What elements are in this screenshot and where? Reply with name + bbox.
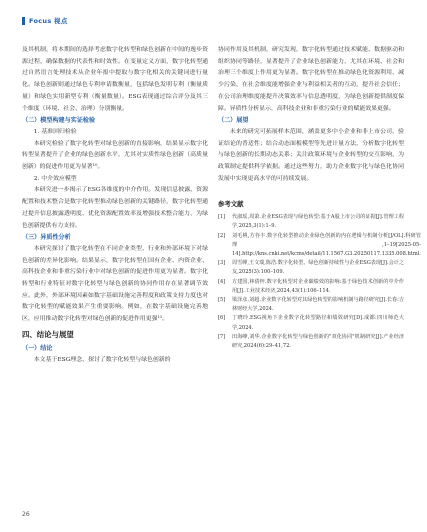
subsection-heading: （一）结论 [22, 344, 53, 352]
references-heading: 参考文献 [218, 200, 244, 209]
reference-text: 田海峰,刘华.企业数字化转型与绿色创新的"双化协同"机制研究[J].产业经济研究,2024(6):29–41,72. [232, 333, 404, 349]
body-paragraph: 本文基于ESG理念，探讨了数字化转型与绿色创新的 [33, 356, 171, 363]
reference-list [218, 213, 421, 351]
body-paragraph: 本研究探讨了数字化转型在不同企业类型、行业和外部环境下对绿色创新的差异化影响。结果显示，数字化转型在国有企业、内资企业、高科技企业和非重污染行业中对绿色创新的促进作用更为显著。数字化转型和行业特征对数字化转型与绿色创新的协同作用存在显著调节效应。此外，外部环境因素如数字基础设施完善程度和政策支持力度也对数字化转型的赋能效果产生重要影响。例如，在数字基础设施完善地区，应用推动数字化转型对绿色创新的促进作用更强¹¹。 [22, 245, 208, 323]
reference-item [218, 232, 421, 260]
reference-number: [5] [218, 296, 226, 303]
subsection-heading: （二）展望 [218, 117, 249, 125]
sub-subsection-heading: 2. 中介效应模型 [33, 175, 77, 182]
body-paragraph: 本研究进一步揭示了ESG各维度的中介作用。发现信息披露、资源配置和技术整合是数字化转型推动绿色创新的关键路径，数字化转型通过提升信息披露透明度、优化资源配置效率及增强技术整合能力，为绿色创新提供有力支持。 [22, 187, 208, 229]
reference-number: [7] [218, 333, 226, 340]
body-paragraph: 未来的研究可拓展样本范围，涵盖更多中小企业和非上市公司，验证结论的普适性；结合动态面板模型等先进计量方法，分析数字化转型与绿色创新的长期动态关系；关注政策环境与企业转型的交互影响，为政策制定提供科学依据。通过这些努力，助力企业数字化与绿色化协同发展中实现更高水平的可持续发展。 [218, 128, 404, 182]
reference-text: 刘毛桃,方谷丰.数字化转型推动企业绿色创新的内在逻辑与机制分析[J/OL].科研管理,1–19[2025-05-14].http://kns.cnki.net/kcms/detail/11.1567.G3.20250117.1335.008.html. [232, 232, 421, 257]
reference-item [218, 314, 404, 332]
reference-text: 丁晓玲.ESG视角下企业数字化转型路径和绩效研究[D].成都:四川师范大学,2024. [232, 315, 404, 331]
reference-item [218, 213, 404, 231]
header-accent-bar [22, 17, 25, 25]
reference-number: [2] [218, 232, 226, 239]
reference-text: 方建国,林倩梓.数字化转型对企业碳绩效的影响:基于绿色技术创新的中介作用[J].工业技术经济,2024,43(1):106–114. [232, 278, 404, 294]
subsection-heading: （三）异质性分析 [22, 234, 71, 242]
body-paragraph: 及其机制，将本期间的选择考虑数字化转型和绿色创新在中间的逸步资源过程，确保数据的代表性和时效性。在变量定义方面，数字化转型通过自然语言处理技术从企业年报中提取与数字化相关的关键词进行量化。绿色创新则通过绿色专利申请数衡量，包括绿色发明专利（衡量质量）和绿色实用新型专利（衡量数量）。ESG表现通过综合评分及其三个维度（环境、社会、治理）分别衡量。 [22, 47, 208, 112]
page-number: 26 [22, 511, 30, 518]
reference-text: 周雪峰,王文瑞,陈浩.数字化转型、绿色创新持续性与企业ESG表现[J].会计之友,2025(3):100–109. [232, 260, 404, 276]
reference-text: 梁泽彦,刘超.企业数字化转型对其绿色转型的影响机制与路径研究[J].长春:吉林财经大学,2024. [232, 296, 404, 313]
reference-item [218, 259, 404, 277]
reference-item [218, 278, 404, 296]
reference-item [218, 333, 404, 351]
right-column [218, 45, 421, 351]
subsection-heading: （二）模型构建与实证检验 [22, 117, 96, 125]
body-paragraph: 协同作用及其机制，研究发现，数字化转型通过技术赋能、数据驱动和组织协同等路径，显著提升了企业绿色创新能力，尤其在环境、社会和治理三个维度上作用更为显著。数字化转型在推动绿色化资源利用、减少污染，在社会维度能增强企业与利益相关者的互动，提升社会信任；在公司治理维度能提升决策效率与信息透明度，为绿色创新提供制度保障。异质性分析显示，高科技企业和非重污染行业的赋能效果更强。 [218, 47, 404, 112]
reference-number: [4] [218, 278, 226, 285]
reference-item [218, 296, 404, 314]
section-heading: 四、结论与展望 [22, 329, 74, 339]
body-paragraph: 本研究检验了数字化转型对绿色创新的直接影响，结果显示数字化转型显著提升了企业的绿色创新水平，尤其对实质性绿色创新（高质量创新）的促进作用更为显著¹⁰。 [22, 140, 208, 171]
header-title: Focus 视点 [29, 17, 68, 25]
reference-number: [1] [218, 214, 226, 221]
left-column [22, 45, 208, 366]
page-header [22, 16, 68, 25]
right-column-body [218, 45, 404, 185]
reference-number: [6] [218, 315, 226, 322]
sub-subsection-heading: 1. 基准回归检验 [33, 128, 77, 135]
reference-number: [3] [218, 260, 226, 267]
reference-text: 代淑瑶,周萧.企业ESG表现与绿色转型:基于A股上市公司的证据[J].管理工程学,2025,3(1):1–9. [232, 214, 404, 230]
